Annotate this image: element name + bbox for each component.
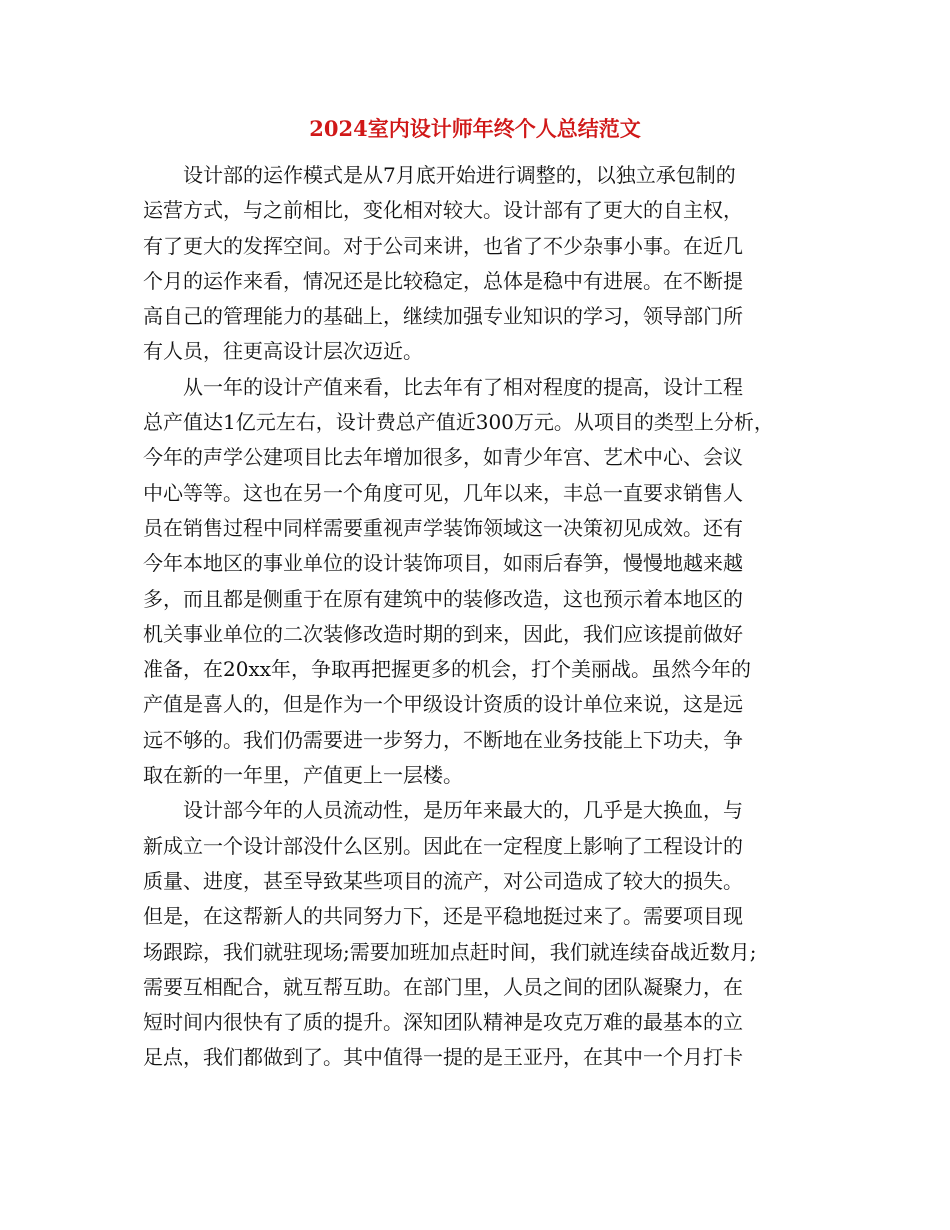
text-line: 足点，我们都做到了。其中值得一提的是王亚丹，在其中一个月打卡 — [143, 1045, 743, 1070]
text-line: 个月的运作来看，情况还是比较稳定，总体是稳中有进展。在不断提 — [143, 268, 743, 293]
text-line: 短时间内很快有了质的提升。深知团队精神是攻克万难的最基本的立 — [143, 1010, 743, 1035]
text-line: 从一年的设计产值来看，比去年有了相对程度的提高，设计工程 — [183, 374, 743, 399]
paragraph — [143, 793, 823, 1075]
text-line: 运营方式，与之前相比，变化相对较大。设计部有了更大的自主权， — [143, 198, 743, 223]
text-line: 今年的声学公建项目比去年增加很多，如青少年宫、艺术中心、会议 — [143, 445, 743, 470]
text-line: 准备，在20xx年，争取再把握更多的机会，打个美丽战。虽然今年的 — [143, 657, 752, 682]
text-line: 中心等等。这也在另一个角度可见，几年以来，丰总一直要求销售人 — [143, 480, 743, 505]
text-line: 设计部的运作模式是从7月底开始进行调整的，以独立承包制的 — [183, 163, 736, 187]
text-line: 产值是喜人的，但是作为一个甲级设计资质的设计单位来说，这是远 — [143, 692, 743, 717]
paragraph — [143, 158, 823, 370]
text-line: 远不够的。我们仍需要进一步努力，不断地在业务技能上下功夫，争 — [143, 727, 743, 752]
text-line: 场跟踪，我们就驻现场;需要加班加点赶时间，我们就连续奋战近数月; — [143, 939, 757, 964]
text-line: 今年本地区的事业单位的设计装饰项目，如雨后春笋，慢慢地越来越 — [143, 551, 743, 576]
text-line: 但是，在这帮新人的共同努力下，还是平稳地挺过来了。需要项目现 — [143, 904, 743, 929]
text-line: 需要互相配合，就互帮互助。在部门里，人员之间的团队凝聚力，在 — [143, 974, 743, 999]
text-line: 质量、进度，甚至导致某些项目的流产，对公司造成了较大的损失。 — [143, 868, 743, 893]
text-line: 员在销售过程中同样需要重视声学装饰领域这一决策初见成效。还有 — [143, 515, 743, 540]
text-line: 有人员，往更高设计层次迈近。 — [143, 339, 423, 364]
text-line: 取在新的一年里，产值更上一层楼。 — [143, 763, 463, 788]
text-line: 高自己的管理能力的基础上，继续加强专业知识的学习，领导部门所 — [143, 304, 743, 329]
text-line: 有了更大的发挥空间。对于公司来讲，也省了不少杂事小事。在近几 — [143, 233, 743, 258]
text-line: 总产值达1亿元左右，设计费总产值近300万元。从项目的类型上分析， — [143, 410, 774, 435]
paragraph — [143, 370, 823, 794]
text-line: 新成立一个设计部没什么区别。因此在一定程度上影响了工程设计的 — [143, 833, 743, 858]
document-body — [143, 158, 823, 1076]
document-title: 2024室内设计师年终个人总结范文 — [309, 116, 641, 141]
text-line: 设计部今年的人员流动性，是历年来最大的，几乎是大换血，与 — [183, 798, 743, 823]
text-line: 多，而且都是侧重于在原有建筑中的装修改造，这也预示着本地区的 — [143, 586, 743, 611]
text-line: 机关事业单位的二次装修改造时期的到来，因此，我们应该提前做好 — [143, 621, 743, 646]
